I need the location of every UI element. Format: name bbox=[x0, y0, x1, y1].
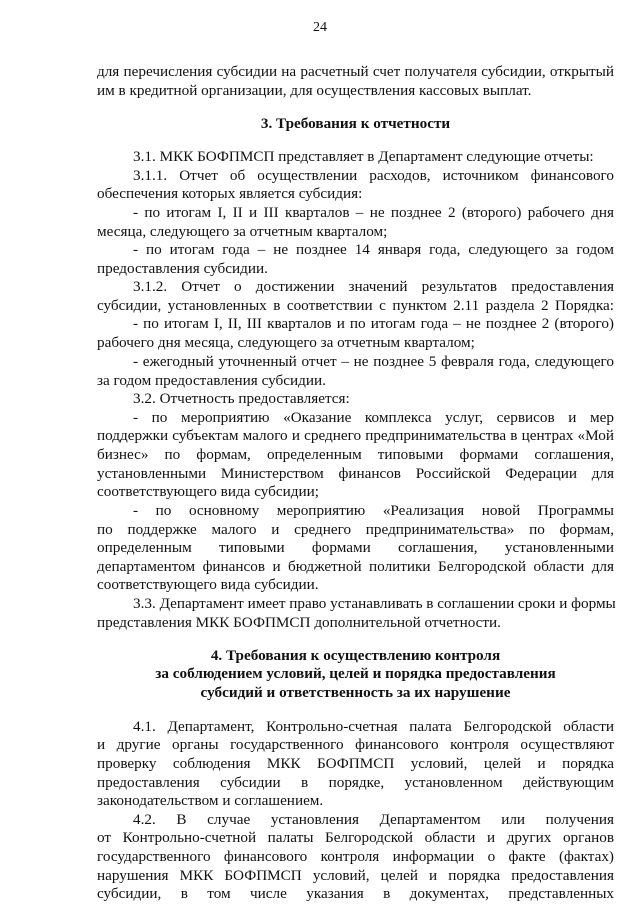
text-line: и другие органы государственного финансового контроля осуществляют bbox=[97, 736, 614, 753]
text-line: - по мероприятию «Оказание комплекса услуг, сервисов и мер bbox=[133, 408, 614, 426]
text-line: предоставления субсидии в порядке, установленном действующим bbox=[97, 773, 614, 791]
text-line: представления МКК БОФПМСП дополнительной отчетности. bbox=[97, 613, 501, 631]
text-line: месяца, следующего за отчетным кварталом; bbox=[97, 222, 388, 240]
section-heading-4-line-3: субсидий и ответственность за их нарушение bbox=[200, 683, 511, 701]
text-line: обеспечения которых является субсидия: bbox=[97, 184, 363, 202]
text-line: им в кредитной организации, для осуществления кассовых выплат. bbox=[97, 82, 532, 99]
text-line: рабочего дня месяца, следующего за отчетным кварталом; bbox=[97, 333, 475, 351]
text-line: проверку соблюдения МКК БОФПМСП условий, целей и порядка bbox=[97, 755, 614, 772]
text-line: государственного финансового контроля информации о факте (фактах) bbox=[97, 848, 614, 865]
text-line: - по итогам I, II, III кварталов и по итогам года – не позднее 2 (второго) bbox=[133, 314, 614, 332]
text-line: для перечисления субсидии на расчетный счет получателя субсидии, открытый bbox=[97, 63, 614, 80]
text-line: - по итогам года – не позднее 14 января года, следующего за годом bbox=[133, 240, 614, 258]
section-heading-3: 3. Требования к отчетности bbox=[260, 115, 451, 133]
text-line: соответствующего вида субсидии. bbox=[97, 575, 319, 593]
text-line: 3.1.2. Отчет о достижении значений результатов предоставления bbox=[133, 277, 614, 295]
text-line: - по основному мероприятию «Реализация новой Программы bbox=[133, 501, 614, 519]
text-line: определенным типовыми формами соглашения, установленными bbox=[97, 538, 614, 556]
text-line: нарушения МКК БОФПМСП условий, целей и порядка предоставления bbox=[97, 867, 614, 884]
text-line: 3.3. Департамент имеет право устанавливать в соглашении сроки и формы bbox=[133, 594, 616, 612]
section-heading-4-line-1: 4. Требования к осуществлению контроля bbox=[210, 646, 501, 664]
text-line: 3.1. МКК БОФПМСП представляет в Департамент следующие отчеты: bbox=[133, 147, 594, 165]
text-line: субсидии, в том числе указания в документах, представленных bbox=[97, 885, 614, 902]
text-line: 4.2. В случае установления Департаментом или получения bbox=[133, 811, 614, 828]
text-line: предоставления субсидии. bbox=[97, 259, 268, 277]
text-line: 4.1. Департамент, Контрольно-счетная палата Белгородской области bbox=[133, 717, 614, 735]
text-line: департаментом финансов и бюджетной политики Белгородской области для bbox=[97, 557, 614, 575]
text-line: бизнес» по формам, определенным типовыми формами соглашения, bbox=[97, 445, 614, 463]
text-line: - по итогам I, II и III кварталов – не позднее 2 (второго) рабочего дня bbox=[133, 203, 614, 221]
text-line: 3.2. Отчетность предоставляется: bbox=[133, 389, 350, 407]
text-line: по поддержке малого и среднего предпринимательства» по формам, bbox=[97, 520, 614, 538]
text-line: - ежегодный уточненный отчет – не позднее 5 февраля года, следующего bbox=[133, 352, 614, 370]
text-line: соответствующего вида субсидии; bbox=[97, 482, 319, 500]
text-line: от Контрольно-счетной палаты Белгородской области и других органов bbox=[97, 829, 614, 846]
text-line: 3.1.1. Отчет об осуществлении расходов, источником финансового bbox=[133, 166, 614, 184]
section-heading-4-line-2: за соблюдением условий, целей и порядка предоставления bbox=[155, 664, 556, 682]
text-line: установленными Министерством финансов Российской Федерации для bbox=[97, 464, 614, 482]
page-number: 24 bbox=[313, 20, 327, 35]
text-line: субсидии, установленных в соответствии с пунктом 2.11 раздела 2 Порядка: bbox=[97, 296, 614, 314]
text-line: законодательством и соглашением. bbox=[97, 792, 324, 809]
text-line: за годом предоставления субсидии. bbox=[97, 371, 326, 389]
text-line: поддержки субъектам малого и среднего предпринимательства в центрах «Мой bbox=[97, 426, 614, 444]
